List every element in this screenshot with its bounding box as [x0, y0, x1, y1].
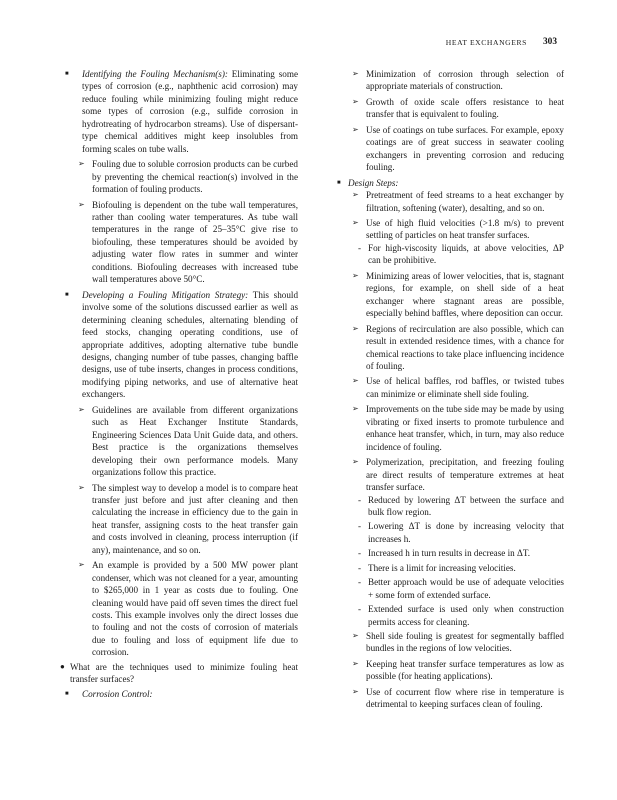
bullet-title: Developing a Fouling Mitigation Strategy:: [82, 289, 249, 300]
sub-bullet-high-velocities: [334, 217, 564, 242]
dash-item-extended-surface: [334, 603, 564, 628]
sub-bullet-oxide-scale: [334, 96, 564, 121]
dash-item-better-approach: [334, 576, 564, 601]
sub-bullet-text: Use of helical baffles, rod baffles, or twisted tubes can minimize or eliminate shell side fouling.: [366, 376, 564, 399]
sub-bullet-text: Growth of oxide scale offers resistance to heat transfer that is equivalent to fouling.: [366, 96, 564, 120]
bullet-title: Identifying the Fouling Mechanism(s):: [82, 69, 228, 79]
sub-bullet-lower-velocities: [334, 270, 564, 320]
square-bullet-icon: ■: [337, 179, 341, 186]
bullet-design-steps: [334, 177, 564, 189]
sub-bullet-tube-side: [334, 403, 564, 453]
dash-bullet-icon: -: [358, 521, 362, 532]
sub-bullet-text: Improvements on the tube side may be made by using vibrating or fixed inserts to promote turbulence and enhance heat transfer, which, in turn, may also reduce incidence of fouling.: [366, 404, 564, 452]
arrow-bullet-icon: ➢: [352, 457, 359, 467]
square-bullet-icon: ■: [65, 291, 69, 298]
sub-bullet-text: Minimization of corrosion through selection of appropriate materials of construction.: [366, 69, 564, 92]
dash-item-text: Reduced by lowering ΔT between the surface and bulk flow region.: [368, 494, 564, 517]
arrow-bullet-icon: ➢: [78, 482, 85, 492]
bullet-fouling-mitigation-strategy: [60, 289, 298, 401]
dash-bullet-icon: -: [358, 494, 362, 505]
arrow-bullet-icon: ➢: [352, 270, 359, 280]
dash-item-text: Increased h in turn results in decrease in ΔT.: [368, 548, 531, 559]
sub-bullet-simplest-model: [60, 482, 298, 557]
dash-item-text: Lowering ΔT is done by increasing velocity that increases h.: [368, 521, 564, 544]
sub-bullet-text: An example is provided by a 500 MW power plant condenser, which was not cleaned for a year, amounting to $265,000 in 1 year as costs due to fouling. One cleaning would have paid off seven times the direct fuel costs. This example involves only the direct losses due to fouling and not the costs of corrosion of materials due to fouling and loss of equipment life due to corrosion.: [92, 560, 298, 658]
arrow-bullet-icon: ➢: [78, 404, 85, 414]
sub-bullet-text: Guidelines are available from different organizations such as Heat Exchanger Institute Standards, Engineering Sciences Data Unit Guide data, and others. Best practice is the organizations themselves developing their own performance models. Many organizations follow this practice.: [92, 404, 298, 478]
arrow-bullet-icon: ➢: [352, 686, 359, 696]
sub-bullet-text: Minimizing areas of lower velocities, that is, stagnant regions, for example, on shell side of a heat exchanger where stagnant areas are possible, especially behind baffles, where deposition can occur.: [366, 270, 564, 319]
arrow-bullet-icon: ➢: [78, 199, 85, 209]
square-bullet-icon: ■: [65, 690, 69, 697]
dash-bullet-icon: -: [358, 562, 362, 573]
sub-bullet-helical-baffles: [334, 375, 564, 400]
arrow-bullet-icon: ➢: [352, 323, 359, 333]
dash-item-velocity-limit: [334, 562, 564, 574]
question-text: What are the techniques used to minimize fouling heat transfer surfaces?: [70, 661, 298, 685]
sub-bullet-text: Fouling due to soluble corrosion products can be curbed by preventing the chemical reaction(s) involved in the formation of fouling products.: [92, 159, 298, 195]
bullet-corrosion-control: [60, 688, 298, 700]
sub-bullet-power-plant-example: [60, 559, 298, 659]
dash-item-text: There is a limit for increasing velocities.: [368, 562, 516, 573]
sub-bullet-low-surface-temperature: [334, 658, 564, 683]
sub-bullet-text: Regions of recirculation are also possible, which can result in extended residence times, with a chance for chemical reactions to take place influencing incidence of fouling.: [366, 323, 564, 371]
dash-item-lowering-dt: [334, 520, 564, 545]
dash-bullet-icon: -: [358, 242, 362, 253]
sub-bullet-coatings: [334, 124, 564, 174]
arrow-bullet-icon: ➢: [78, 159, 85, 169]
sub-bullet-shell-side-fouling: [334, 630, 564, 655]
sub-bullet-text: Keeping heat transfer surface temperatures as low as possible (for heating applications).: [366, 658, 564, 682]
arrow-bullet-icon: ➢: [352, 658, 359, 668]
arrow-bullet-icon: ➢: [352, 404, 359, 414]
arrow-bullet-icon: ➢: [352, 376, 359, 386]
sub-bullet-recirculation: [334, 323, 564, 373]
page-number: 303: [542, 37, 557, 47]
arrow-bullet-icon: ➢: [352, 190, 359, 200]
round-bullet-icon: ●: [60, 661, 65, 671]
sub-bullet-soluble-corrosion: [60, 158, 298, 195]
sub-bullet-polymerization: [334, 456, 564, 493]
square-bullet-icon: ■: [65, 71, 69, 77]
right-column: [334, 68, 564, 711]
bullet-title: Design Steps:: [348, 177, 399, 188]
sub-bullet-text: Polymerization, precipitation, and freezing fouling are direct results of temperature extremes at heat transfer surface.: [366, 457, 564, 493]
dash-item-text: For high-viscosity liquids, at above velocities, ΔP can be prohibitive.: [368, 242, 564, 266]
sub-bullet-biofouling: [60, 199, 298, 286]
running-header-title: HEAT EXCHANGERS: [445, 38, 527, 47]
sub-bullet-text: The simplest way to develop a model is to compare heat transfer just before and just after cleaning and then calculating the increase in efficiency due to the gain in heat transfer, assigning costs to the heat transfer gain and costs involved in cleaning, process interruption (if any), maintenance, and so on.: [92, 482, 298, 555]
bullet-text: This should involve some of the solutions discussed earlier as well as determining cleaning schedules, alternating blending of feed stocks, changing operating conditions, use of appropriate additives, adopting alternative tube bundle designs, changing number of tube passes, changing baffle designs, use of tube inserts, changes in process conditions, modifying piping networks, and use of alternative heat exchangers.: [82, 289, 299, 400]
bullet-title: Corrosion Control:: [82, 688, 153, 699]
arrow-bullet-icon: ➢: [352, 631, 359, 641]
bullet-text: Eliminating some types of corrosion (e.g., naphthenic acid corrosion) may reduce fouling while minimizing fouling might reduce some types of corrosion (e.g., sulfide corrosion in hydrotreating of hydrocarbon streams). Use of dispersant-type chemical additives might keep insolubles from forming scales on tube walls.: [82, 69, 298, 154]
sub-bullet-text: Pretreatment of feed streams to a heat exchanger by filtration, softening (water), desalting, and so on.: [366, 190, 564, 213]
sub-bullet-text: Biofouling is dependent on the tube wall temperatures, rather than cooling water temperatures. As tube wall temperatures in the range of 25–35°C give rise to biofouling, these temperatures should be avoided by adjusting water flow rates in summer and winter conditions. Biofouling decreases with increased tube wall temperatures above 50°C.: [92, 199, 298, 285]
dash-bullet-icon: -: [358, 604, 362, 615]
arrow-bullet-icon: ➢: [352, 124, 359, 134]
left-column: [60, 68, 298, 700]
sub-bullet-text: Use of high fluid velocities (>1.8 m/s) to prevent settling of particles on heat transfer surfaces.: [366, 217, 564, 241]
running-header: [0, 38, 617, 52]
sub-bullet-text: Use of coatings on tube surfaces. For example, epoxy coatings are of great success in seawater cooling exchangers in preventing corrosion and reducing fouling.: [366, 124, 564, 173]
sub-bullet-guidelines: [60, 404, 298, 479]
dash-item-text: Better approach would be use of adequate velocities + some form of extended surface.: [368, 577, 564, 600]
arrow-bullet-icon: ➢: [78, 560, 85, 570]
dash-item-text: Extended surface is used only when construction permits access for cleaning.: [368, 604, 564, 627]
bullet-identifying-fouling-mechanism: [60, 68, 298, 155]
arrow-bullet-icon: ➢: [352, 217, 359, 227]
dash-bullet-icon: -: [358, 577, 362, 588]
arrow-bullet-icon: ➢: [352, 69, 359, 78]
dash-bullet-icon: -: [358, 548, 362, 559]
question-item: [60, 661, 298, 686]
dash-item-increased-h: [334, 547, 564, 559]
sub-bullet-text: Shell side fouling is greatest for segmentally baffled bundles in the regions of low velocities.: [366, 631, 564, 654]
sub-bullet-material-selection: [334, 68, 564, 93]
sub-bullet-text: Use of cocurrent flow where rise in temperature is detrimental to keeping surfaces clean of fouling.: [366, 686, 564, 710]
arrow-bullet-icon: ➢: [352, 96, 359, 106]
dash-item-high-viscosity: [334, 242, 564, 267]
sub-bullet-cocurrent-flow: [334, 686, 564, 711]
dash-item-reduced-dt: [334, 494, 564, 519]
sub-bullet-pretreatment: [334, 189, 564, 214]
